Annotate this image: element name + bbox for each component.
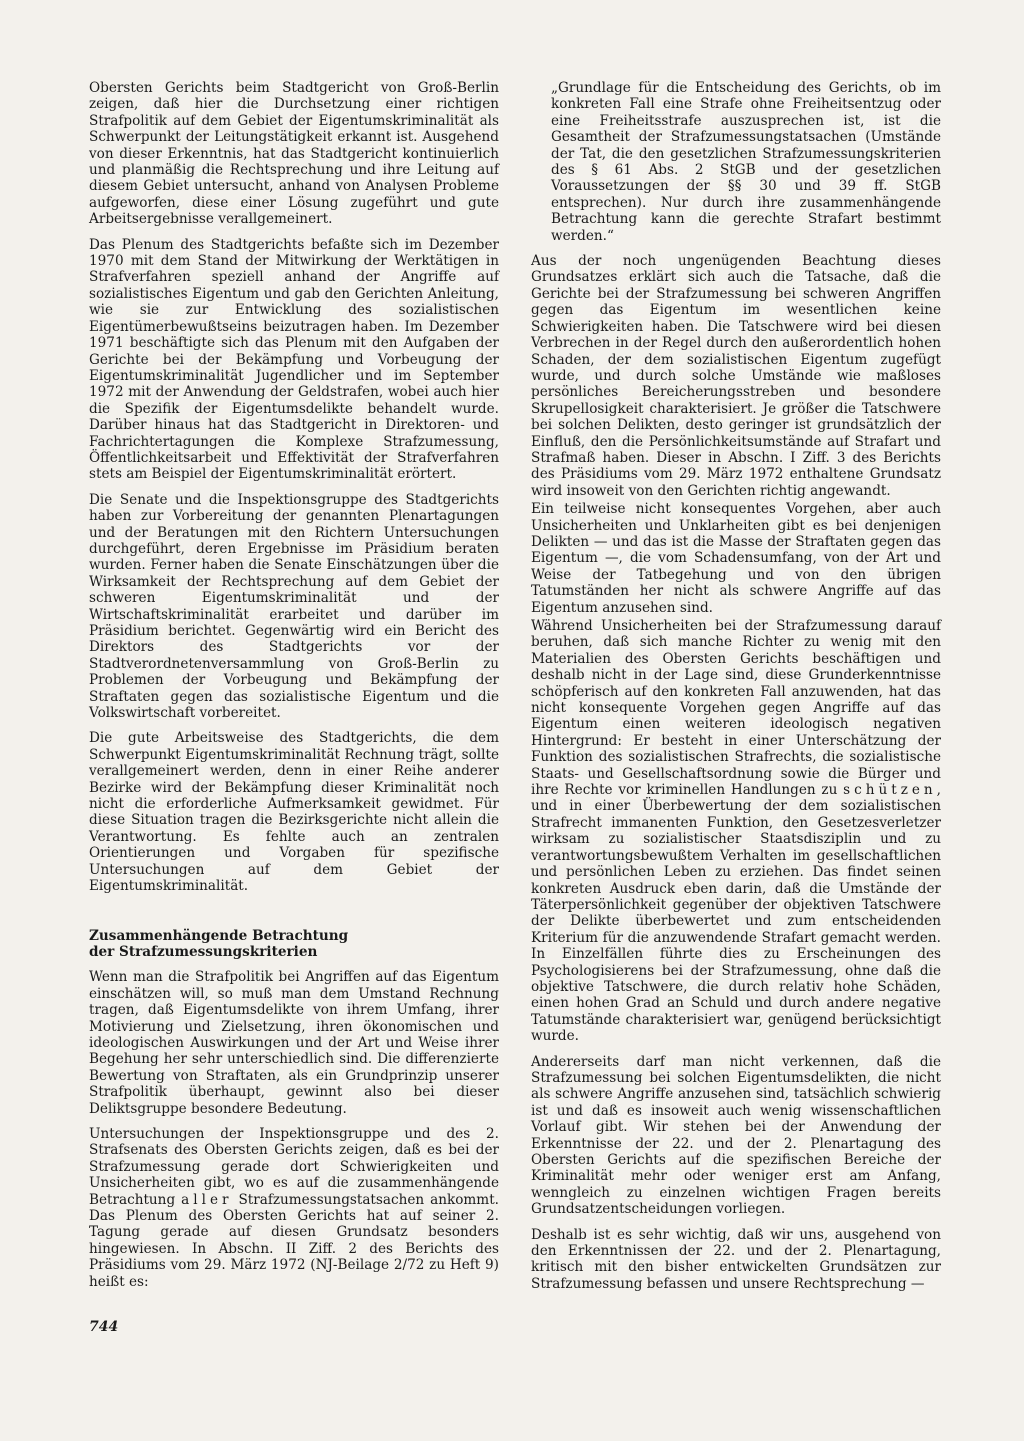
paragraph: Wenn man die Strafpolitik bei Angriffen auf das Eigentum einschätzen will, so muß man dem Umstand Rechnung tragen, daß Eigentumsdelikte von ihrem Umfang, ihrer Motivierung und Zielsetzung, ihren ökonomischen und ideologischen Auswirkungen und der Art und Weise ihrer Begehung her sehr unterschiedlich sind. Die differenzierte Bewertung von Straftaten, als ein Grundprinzip unserer Strafpolitik überhaupt, gewinnt also bei dieser Deliktsgruppe besondere Bedeutung. (89, 969, 499, 1117)
paragraph: Andererseits darf man nicht verkennen, daß die Strafzumessung bei solchen Eigentumsdelikten, die nicht als schwere Angriffe anzusehen sind, tatsächlich schwierig ist und daß es insoweit auch wenig wissenschaftlichen Vorlauf gibt. Wir stehen bei der Anwendung der Erkenntnisse der 22. und der 2. Plenartagung des Obersten Gerichts auf die spezifischen Bereiche der Kriminalität mehr oder weniger erst am Anfang, wenngleich zu einzelnen wichtigen Fragen bereits Grundsatzentscheidungen vorliegen. (531, 1053, 941, 1218)
heading-line: der Strafzumessungskriterien (89, 943, 318, 960)
paragraph (531, 618, 941, 1045)
paragraph (89, 1126, 499, 1290)
emphasized-word: aller (181, 1191, 233, 1208)
paragraph: Deshalb ist es sehr wichtig, daß wir uns, ausgehend von den Erkenntnissen der 22. und der 2. Plenartagung, kritisch mit den bisher entwickelten Grundsätzen zur Strafzumessung befassen und unsere Rechtsprechung — (531, 1226, 941, 1292)
paragraph: Die gute Arbeitsweise des Stadtgerichts, die dem Schwerpunkt Eigentumskriminalität Rechnung trägt, sollte verallgemeinert werden, denn in einer Reihe anderer Bezirke wird der Bekämpfung dieser Kriminalität noch nicht die erforderliche Aufmerksamkeit gewidmet. Für diese Situation tragen die Bezirksgerichte nicht allein die Verantwortung. Es fehlte auch an zentralen Orientierungen und Vorgaben für spezifische Untersuchungen auf dem Gebiet der Eigentumskriminalität. (89, 730, 499, 895)
section-heading (89, 928, 499, 961)
paragraph: Ein teilweise nicht konsequentes Vorgehen, aber auch Unsicherheiten und Unklarheiten gibt es bei denjenigen Delikten — und das ist die Masse der Straftaten gegen das Eigentum —, die vom Schadensumfang, von der Art und Weise der Tatbegehung und von den übrigen Tatumständen her nicht als schwere Angriffe auf das Eigentum anzusehen sind. (531, 501, 941, 616)
left-column (89, 80, 499, 1299)
paragraph: Obersten Gerichts beim Stadtgericht von Groß-Berlin zeigen, daß hier die Durchsetzung einer richtigen Strafpolitik auf dem Gebiet der Eigentumskriminalität als Schwerpunkt der Leitungstätigkeit erkannt ist. Ausgehend von dieser Erkenntnis, hat das Stadtgericht kontinuierlich und planmäßig die Rechtsprechung und ihre Leitung auf diesem Gebiet untersucht, anhand von Analysen Probleme aufgeworfen, diese einer Lösung zugeführt und gute Arbeitsergebnisse verallgemeinert. (89, 80, 499, 228)
text-run: Untersuchungen der Inspektionsgruppe und des 2. Strafsenats des Obersten Gerichts zeigen, daß es bei der Strafzumessung gerade dort Schwierigkeiten und Unsicherheiten gibt, wo es auf die zusammenhängende Betrachtung (89, 1125, 499, 1208)
paragraph: Aus der noch ungenügenden Beachtung dieses Grundsatzes erklärt sich auch die Tatsache, daß die Gerichte bei der Strafzumessung bei schweren Angriffen gegen das Eigentum im wesentlichen keine Schwierigkeiten haben. Die Tatschwere wird bei diesen Verbrechen in der Regel durch den außerordentlich hohen Schaden, der dem sozialistischen Eigentum zugefügt wurde, und durch solche Umstände wie maßloses persönliches Bereicherungsstreben und besondere Skrupellosigkeit charakterisiert. Je größer die Tatschwere bei solchen Delikten, desto geringer ist grundsätzlich der Einfluß, den die Persönlichkeitsumstände auf Strafart und Strafmaß haben. Dieser in Abschn. I Ziff. 3 des Berichts des Präsidiums vom 29. März 1972 enthaltene Grundsatz wird insoweit von den Gerichten richtig angewandt. (531, 253, 941, 499)
heading-line: Zusammenhängende Betrachtung (89, 927, 349, 944)
text-run: Strafzumessungstatsachen ankommt. Das Plenum des Obersten Gerichts hat auf seiner 2. Tagung gerade auf diesen Grundsatz besonders hingewiesen. In Abschn. II Ziff. 2 des Berichts des Präsidiums vom 29. März 1972 (NJ-Beilage 2/72 zu Heft 9) heißt es: (89, 1191, 499, 1290)
right-column (531, 80, 941, 1301)
text-run: , und in einer Überbewertung der dem sozialistischen Strafrecht immanenten Funktion, den Gesetzesverletzer wirksam zu sozialistischer Staatsdisziplin und zu verantwortungsbewußtem Verhalten im gesellschaftlichen und persönlichen Leben zu erziehen. Das findet seinen konkreten Ausdruck eben darin, daß die Umstände der Täterpersönlichkeit gegenüber der objektiven Tatschwere der Delikte überbewertet und zum entscheidenden Kriterium für die anzuwendende Strafart gemacht werden. In Einzelfällen führte dies zu Erscheinungen des Psychologisierens bei der Strafzumessung, ohne daß die objektive Tatschwere, die durch relativ hohe Schäden, einen hohen Grad an Schuld und durch andere negative Tatumstände charakterisiert war, genügend berücksichtigt wurde. (531, 782, 941, 1045)
emphasized-word: schützen (843, 782, 937, 799)
paragraph: Die Senate und die Inspektionsgruppe des Stadtgerichts haben zur Vorbereitung der genannten Plenartagungen und der Beratungen mit den Richtern Untersuchungen durchgeführt, deren Ergebnisse im Präsidium beraten wurden. Ferner haben die Senate Einschätzungen über die Wirksamkeit der Rechtsprechung auf dem Gebiet der schweren Eigentumskriminalität und der Wirtschaftskriminalität erarbeitet und darüber im Präsidium berichtet. Gegenwärtig wird ein Bericht des Direktors des Stadtgerichts vor der Stadtverordnetenversammlung von Groß-Berlin zu Problemen der Vorbeugung und Bekämpfung der Straftaten gegen das sozialistische Eigentum und die Volkswirtschaft vorbereitet. (89, 491, 499, 722)
block-quote: „Grundlage für die Entscheidung des Gerichts, ob im konkreten Fall eine Strafe ohne Freiheitsentzug oder eine Freiheitsstrafe auszusprechen ist, ist die Gesamtheit der Strafzumessungstatsachen (Umstände der Tat, die den gesetzlichen Strafzumessungskriterien des § 61 Abs. 2 StGB und der gesetzlichen Voraussetzungen der §§ 30 und 39 ff. StGB entsprechen). Nur durch ihre zusammenhängende Betrachtung kann die gerechte Strafart bestimmt werden.“ (551, 80, 941, 244)
paragraph: Das Plenum des Stadtgerichts befaßte sich im Dezember 1970 mit dem Stand der Mitwirkung der Werktätigen in Strafverfahren speziell anhand der Angriffe auf sozialistisches Eigentum und gab den Gerichten Anleitung, wie sie zur Entwicklung des sozialistischen Eigentümerbewußtseins beizutragen haben. Im Dezember 1971 beschäftigte sich das Plenum mit den Aufgaben der Gerichte bei der Bekämpfung und Vorbeugung der Eigentumskriminalität Jugendlicher und im September 1972 mit der Anwendung der Geldstrafen, wobei auch hier die Spezifik der Eigentumsdelikte behandelt wurde. Darüber hinaus hat das Stadtgericht in Direktoren- und Fachrichtertagungen die Komplexe Strafzumessung, Öffentlichkeitsarbeit und Effektivität der Strafverfahren stets am Beispiel der Eigentumskriminalität erörtert. (89, 236, 499, 483)
text-run: Während Unsicherheiten bei der Strafzumessung darauf beruhen, daß sich manche Richter zu wenig mit den Materialien des Obersten Gerichts beschäftigen und deshalb nicht in der Lage sind, diese Grunderkenntnisse schöpferisch auf den konkreten Fall anzuwenden, hat das nicht konsequente Vorgehen gegen Angriffe auf das Eigentum einen weiteren ideologisch negativen Hintergrund: Er besteht in einer Unterschätzung der Funktion des sozialistischen Strafrechts, die sozialistische Staats- und Gesellschaftsordnung sowie die Bürger und ihre Rechte vor kriminellen Handlungen zu (531, 618, 941, 799)
page-number: 744 (89, 1319, 119, 1335)
